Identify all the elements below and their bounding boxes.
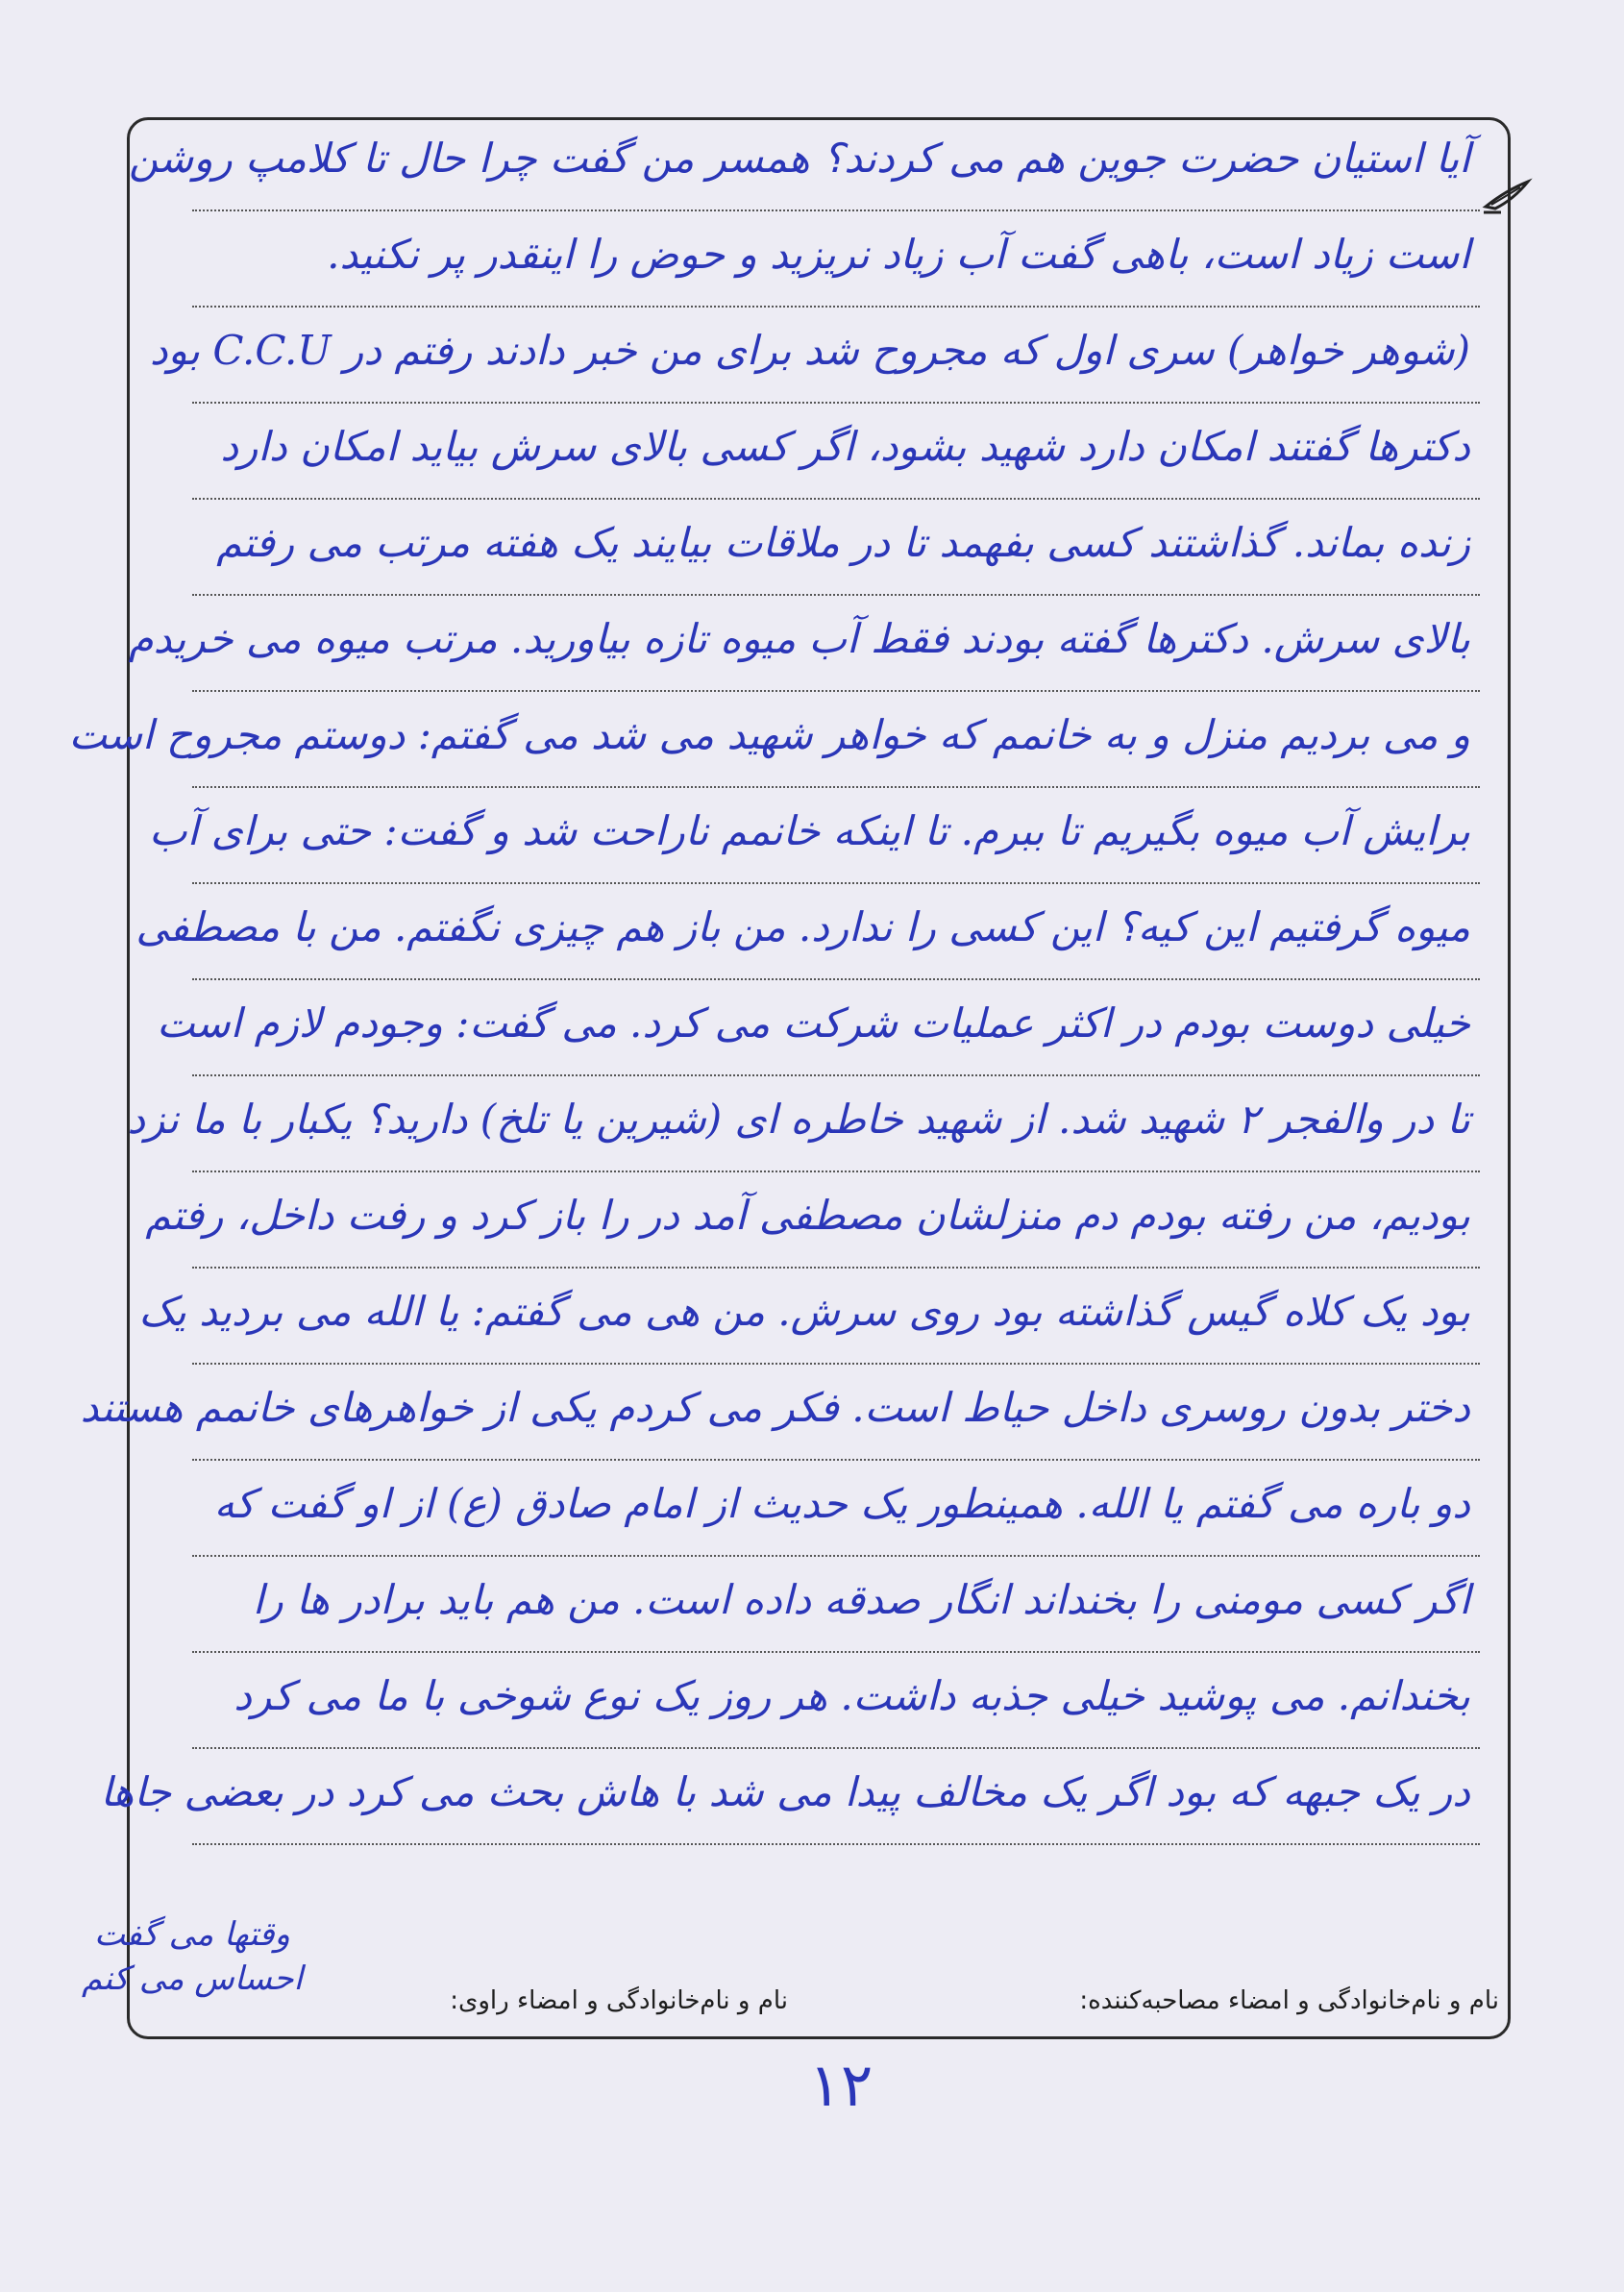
manuscript-line: و می بردیم منزل و به خانمم که خواهر شهید می شد می گفتم: دوستم مجروح است — [192, 692, 1480, 788]
interviewer-signature-label: نام و نام‌خانوادگی و امضاء مصاحبه‌کننده: — [1079, 1986, 1499, 2015]
narrator-signature-label: نام و نام‌خانوادگی و امضاء راوی: — [450, 1986, 788, 2015]
manuscript-line: خیلی دوست بودم در اکثر عملیات شرکت می کرد. می گفت: وجودم لازم است — [192, 980, 1480, 1076]
narrator-note-line: وقتها می گفت — [94, 1915, 290, 1954]
manuscript-line: دختر بدون روسری داخل حیاط است. فکر می کردم یکی از خواهرهای خانمم هستند — [192, 1365, 1480, 1461]
quill-pen-icon — [1482, 178, 1532, 216]
manuscript-line: میوه گرفتیم این کیه؟ این کسی را ندارد. من باز هم چیزی نگفتم. من با مصطفی — [192, 884, 1480, 980]
manuscript-line: تا در والفجر ۲ شهید شد. از شهید خاطره ای (شیرین یا تلخ) دارید؟ یکبار با ما نزد — [192, 1076, 1480, 1172]
narrator-note-line: احساس می کنم — [82, 1959, 303, 1998]
manuscript-line: در یک جبهه که بود اگر یک مخالف پیدا می شد با هاش بحث می کرد در بعضی جاها — [192, 1749, 1480, 1845]
manuscript-line: دکترها گفتند امکان دارد شهید بشود، اگر کسی بالای سرش بیاید امکان دارد — [192, 404, 1480, 500]
manuscript-line: برایش آب میوه بگیریم تا ببرم. تا اینکه خانمم ناراحت شد و گفت: حتی برای آب — [192, 788, 1480, 884]
page-number: ۱۲ — [808, 2050, 874, 2120]
manuscript-line: زنده بماند. گذاشتند کسی بفهمد تا در ملاقات بیایند یک هفته مرتب می رفتم — [192, 500, 1480, 596]
manuscript-line: بخندانم. می پوشید خیلی جذبه داشت. هر روز یک نوع شوخی با ما می کرد — [192, 1653, 1480, 1749]
manuscript-line: آیا استیان حضرت جوین هم می کردند؟ همسر من گفت چرا حال تا کلامپ روشن — [192, 115, 1480, 211]
manuscript-line: است زیاد است، باهی گفت آب زیاد نریزید و حوض را اینقدر پر نکنید. — [192, 211, 1480, 308]
manuscript-line: بود یک کلاه گیس گذاشته بود روی سرش. من هی می گفتم: یا الله می بردید یک — [192, 1269, 1480, 1365]
manuscript-line: اگر کسی مومنی را بخنداند انگار صدقه داده است. من هم باید برادر ها را — [192, 1557, 1480, 1653]
narrator-handwritten-note — [77, 1912, 308, 2037]
manuscript-line: بودیم، من رفته بودم دم منزلشان مصطفی آمد در را باز کرد و رفت داخل، رفتم — [192, 1172, 1480, 1269]
manuscript-line: دو باره می گفتم یا الله. همینطور یک حدیث از امام صادق (ع) از او گفت که — [192, 1461, 1480, 1557]
manuscript-line: (شوهر خواهر) سری اول که مجروح شد برای من خبر دادند رفتم در C.C.U بود — [192, 308, 1480, 404]
manuscript-line: بالای سرش. دکترها گفته بودند فقط آب میوه تازه بیاورید. مرتب میوه می خریدم — [192, 596, 1480, 692]
